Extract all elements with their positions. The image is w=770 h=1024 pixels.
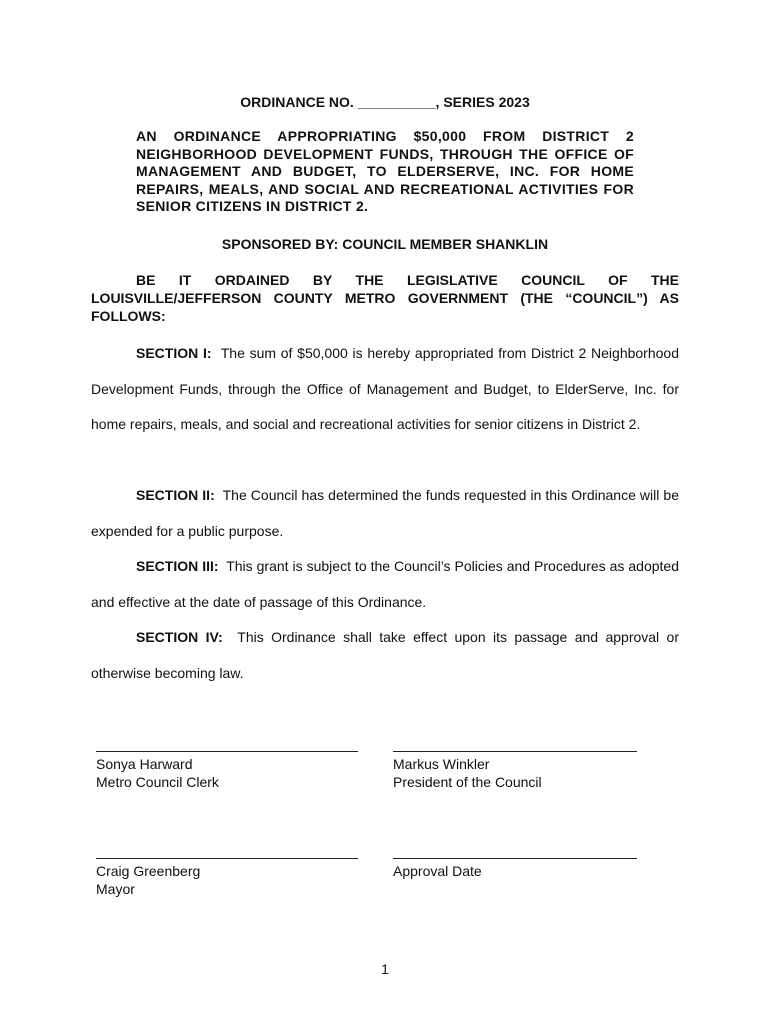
signature-title: Metro Council Clerk (96, 774, 219, 790)
signature-block-clerk (96, 751, 358, 791)
section-4 (91, 620, 679, 691)
section-2-label: SECTION II: (136, 487, 215, 503)
section-1 (91, 336, 679, 443)
section-3-text: This grant is subject to the Council’s Policies and Procedures as adopted and effective at the date of passage of this Ordinance. (91, 558, 679, 610)
signature-line (393, 858, 637, 859)
section-4-text: This Ordinance shall take effect upon its passage and approval or otherwise becoming law. (91, 629, 680, 681)
signature-block-mayor (96, 858, 358, 898)
ordaining-clause: BE IT ORDAINED BY THE LEGISLATIVE COUNCIL OF THE LOUISVILLE/JEFFERSON COUNTY METRO GOVERNMENT (THE “COUNCIL”) AS FOLLOWS: (91, 272, 679, 324)
section-2-text: The Council has determined the funds requested in this Ordinance will be expended for a public purpose. (91, 487, 679, 539)
section-4-label: SECTION IV: (136, 629, 223, 645)
signature-block-president (393, 751, 637, 791)
ordinance-heading: AN ORDINANCE APPROPRIATING $50,000 FROM DISTRICT 2 NEIGHBORHOOD DEVELOPMENT FUNDS, THROUGH THE OFFICE OF MANAGEMENT AND BUDGET, TO ELDERSERVE, INC. FOR HOME REPAIRS, MEALS, AND SOCIAL AND RECREATIONAL ACTIVITIES FOR SENIOR CITIZENS IN DISTRICT 2. (136, 128, 634, 214)
signature-name: Markus Winkler (393, 756, 490, 772)
section-1-label: SECTION I: (136, 345, 212, 361)
signature-name: Approval Date (393, 863, 482, 879)
signature-line (96, 858, 358, 859)
signature-name: Sonya Harward (96, 756, 193, 772)
page-number: 1 (381, 961, 389, 977)
signature-title: Mayor (96, 881, 135, 897)
signature-line (96, 751, 358, 752)
sponsor-line: SPONSORED BY: COUNCIL MEMBER SHANKLIN (221, 236, 549, 252)
ordinance-title: ORDINANCE NO. __________, SERIES 2023 (240, 94, 530, 110)
signature-title: President of the Council (393, 774, 542, 790)
signature-block-approval-date (393, 858, 637, 880)
signature-line (393, 751, 637, 752)
section-1-text: The sum of $50,000 is hereby appropriated from District 2 Neighborhood Development Funds, through the Office of Management and Budget, to ElderServe, Inc. for home repairs, meals, and social and recreational activities for senior citizens in District 2. (91, 345, 679, 432)
signature-name: Craig Greenberg (96, 863, 201, 879)
section-3-label: SECTION III: (136, 558, 219, 574)
section-3 (91, 549, 679, 620)
section-2 (91, 478, 679, 549)
